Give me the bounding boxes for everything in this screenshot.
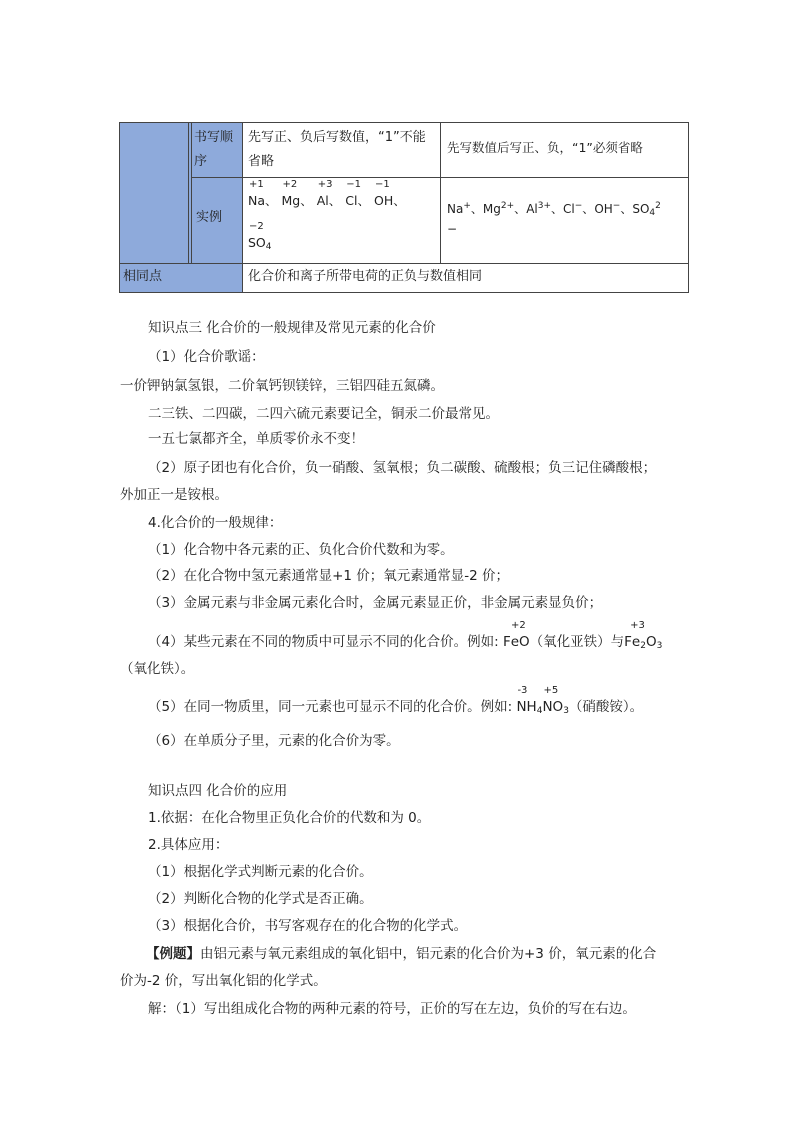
valence-mg: +2 Mg [281, 179, 301, 208]
valence-oh: −1 OH [373, 179, 394, 208]
section4-item1: 1.依据：在化合物里正负化合价的代数和为 0。 [148, 810, 431, 826]
table-row2-ion-so4-charge-sign: − [447, 222, 458, 236]
rule-2: （2）在化合物中氢元素通常显+1 价；氧元素通常显-2 价； [148, 568, 510, 584]
fe-plus3-formula: +3 F [624, 620, 645, 650]
section4-item2: 2.具体应用： [148, 837, 229, 853]
mnemonic-line3: 一五七氯都齐全，单质零价永不变！ [148, 431, 364, 447]
table-row2-valence-examples: +1 Na、 +2 Mg、 +3 Al、 −1 Cl、 −1 OH、 [248, 191, 438, 211]
application-1: （1）根据化学式判断元素的化合价。 [148, 864, 373, 880]
valence-cl: −1 Cl [345, 179, 362, 208]
n-minus3-formula: -3 N [516, 685, 528, 715]
solution-step1: 解：（1）写出组成化合物的两种元素的符号，正价的写在左边，负价的写在右边。 [148, 1001, 636, 1017]
valence-na: +1 Na [248, 179, 266, 208]
rule-3: （3）金属元素与非金属元素化合时，金属元素显正价，非金属元素显负价； [148, 595, 603, 611]
example-question: 【例题】由铝元素与氧元素组成的氧化铝中，铝元素的化合价为+3 价，氧元素的化合 [146, 946, 657, 962]
fe-plus2-formula: +2 F [502, 620, 526, 650]
example-tag: 【例题】 [146, 946, 200, 962]
table-left-shaded-cell [120, 123, 188, 264]
example-question-cont: 价为-2 价，写出氧化铝的化学式。 [120, 973, 327, 989]
mnemonic-line1: 一价钾钠氯氢银，二价氧钙钡镁锌，三铝四硅五氮磷。 [120, 378, 444, 394]
rule-6: （6）在单质分子里，元素的化合价为零。 [148, 733, 400, 749]
section3-item2-cont: 外加正一是铵根。 [120, 487, 228, 503]
rule-5: （5）在同一物质里，同一元素也可显示不同的化合价。例如: -3 $NH_4$ +5 $NO_3$（硝酸铵）。 [148, 685, 644, 716]
rule-4: （4）某些元素在不同的物质中可显示不同的化合价。例如: +2 FeO（氧化亚铁）与 +3 $Fe_2O_3$ [148, 620, 663, 651]
rule-4-cont: （氧化铁）。 [120, 661, 195, 677]
valence-so4: −2 $SO_4$ [248, 221, 272, 252]
section3-title: 知识点三 化合价的一般规律及常见元素的化合价 [148, 320, 436, 336]
table-row2-valence-so4 [248, 221, 272, 257]
mnemonic-line2: 二三铁、二四碳，二四六硫元素要记全，铜汞二价最常见。 [148, 406, 499, 422]
valence-ion-comparison-table [119, 122, 689, 293]
application-2: （2）判断化合物的化学式是否正确。 [148, 891, 373, 907]
table-row2-label: 实例 [196, 210, 223, 225]
section3-item2: （2）原子团也有化合价，负一硝酸、氢氧根；负二碳酸、硫酸根；负三记住磷酸根； [148, 460, 657, 476]
table-row1-label: 书写顺序 [194, 130, 234, 169]
application-3: （3）根据化合价，书写客观存在的化合物的化学式。 [148, 918, 468, 934]
n-plus5-formula: +5 N [542, 685, 559, 715]
table-row1-ion-charge: 先写数值后写正、负，“1”必须省略 [447, 140, 643, 155]
valence-al: +3 Al [316, 179, 333, 208]
rule-1: （1）化合物中各元素的正、负化合价代数和为零。 [148, 542, 454, 558]
table-row2-ion-examples: Na+、$Mg^{2+}$、$Al^{3+}$、Cl−、OH−、$SO_4^2$ [447, 201, 661, 218]
rules-title: 4.化合价的一般规律： [148, 515, 283, 531]
table-row3-text: 化合价和离子所带电荷的正负与数值相同 [248, 269, 483, 284]
table-row3-label: 相同点 [123, 269, 163, 284]
table-row1-new-valence: 先写正、负后写数值，“1”不能省略 [248, 130, 426, 169]
section4-title: 知识点四 化合价的应用 [148, 783, 288, 799]
section3-item1: （1）化合价歌谣： [148, 349, 265, 365]
